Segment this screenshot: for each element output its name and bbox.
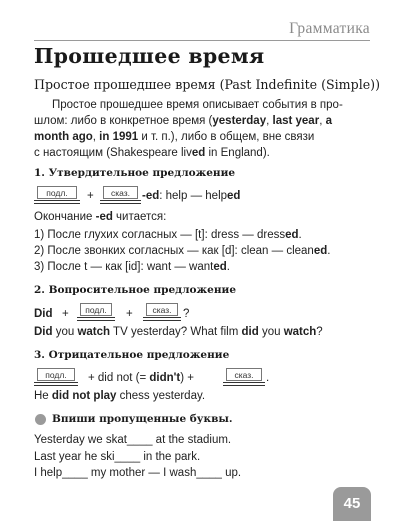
subject-underline: [77, 317, 115, 321]
question-did: Did: [34, 308, 53, 320]
exercise-line-2: Last year he ski____ in the park.: [34, 451, 201, 463]
section-affirmative-heading: 1. Утвердительное предложение: [34, 167, 236, 179]
subject-underline: [34, 382, 78, 386]
subject-box: подл.: [80, 303, 112, 316]
formula-period: .: [266, 372, 270, 384]
plus-sign: +: [62, 308, 69, 320]
verb-box: сказ.: [103, 186, 138, 199]
intro-line-4: с настоящим (Shakespeare lived in England).: [34, 147, 270, 159]
ending-note: Окончание -ed читается:: [34, 211, 167, 223]
negative-formula: + did not (= didn't) +: [88, 372, 194, 384]
rule-3: 3) После t — как [id]: want — wanted.: [34, 261, 230, 273]
intro-line-2: шлом: либо в конкретное время (yesterday, last year, a: [34, 115, 332, 127]
question-example: Did you watch TV yesterday? What film did you watch?: [34, 326, 323, 338]
plus-sign: +: [126, 308, 133, 320]
page-number: 45: [333, 487, 371, 521]
subject-box: подл.: [37, 368, 75, 381]
rule-1: 1) После глухих согласных — [t]: dress — dressed.: [34, 229, 302, 241]
intro-line-3: month ago, in 1991 и т. п.), либо в общем, вне связи: [34, 131, 315, 143]
rule-2: 2) После звонких согласных — как [d]: clean — cleaned.: [34, 245, 331, 257]
page-title: Прошедшее время: [34, 44, 265, 68]
exercise-line-3: I help____ my mother — I wash____ up.: [34, 467, 242, 479]
verb-box: сказ.: [146, 303, 178, 316]
exercise-bullet-icon: [35, 414, 46, 425]
page-subtitle: Простое прошедшее время (Past Indefinite (Simple)): [34, 77, 380, 92]
intro-line-1: Простое прошедшее время описывает события в про-: [52, 99, 343, 111]
plus-sign: +: [87, 190, 94, 202]
subject-underline: [34, 200, 80, 204]
chapter-label: Грамматика: [289, 20, 370, 37]
section-question-heading: 2. Вопросительное предложение: [34, 284, 236, 296]
exercise-heading: Впиши пропущенные буквы.: [52, 413, 233, 425]
verb-underline: [143, 317, 181, 321]
question-mark: ?: [183, 308, 190, 320]
verb-underline: [223, 382, 265, 386]
header-divider: [34, 40, 370, 41]
verb-underline: [100, 200, 141, 204]
section-negative-heading: 3. Отрицательное предложение: [34, 349, 230, 361]
exercise-line-1: Yesterday we skat____ at the stadium.: [34, 434, 232, 446]
negative-example: He did not play chess yesterday.: [34, 390, 206, 402]
verb-box: сказ.: [226, 368, 262, 381]
subject-box: подл.: [37, 186, 77, 199]
affirmative-formula: -ed: help — helped: [142, 190, 241, 202]
